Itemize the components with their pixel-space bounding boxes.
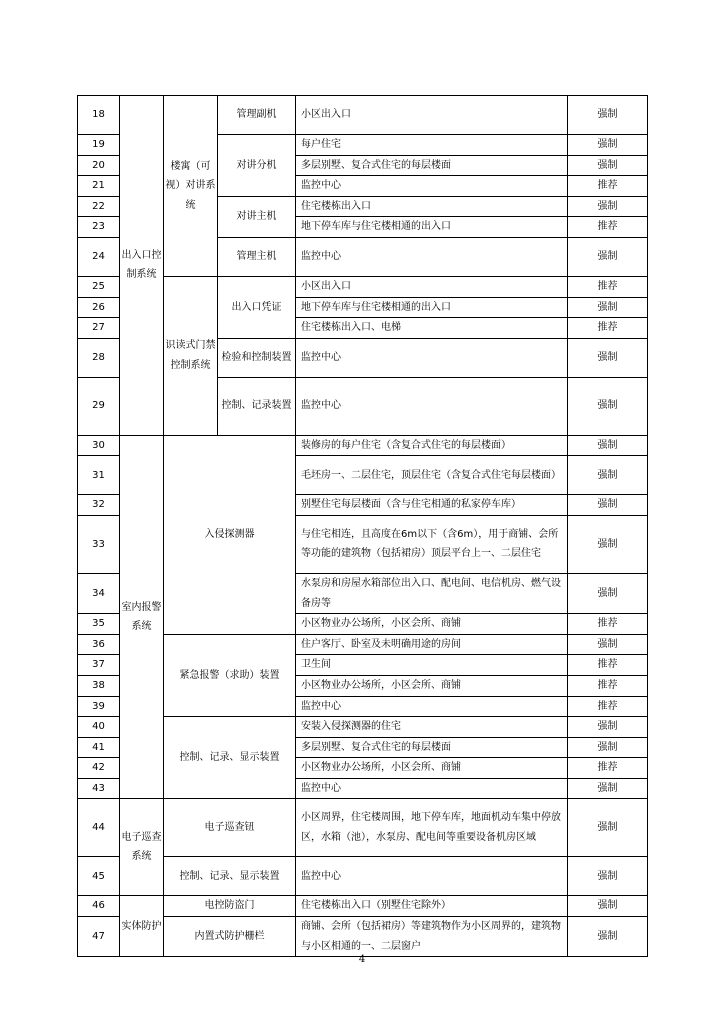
requirement-cell: 推荐 [568,614,648,635]
location-cell: 小区出入口 [296,276,568,297]
row-number: 45 [78,857,120,896]
system-patrol: 电子巡查系统 [120,799,164,896]
requirement-cell: 强制 [568,857,648,896]
subsystem-control-display-alarm: 控制、记录、显示装置 [164,717,296,799]
location-cell: 每户住宅 [296,135,568,156]
requirements-table [77,95,648,957]
requirement-cell: 推荐 [568,217,648,238]
location-cell: 装修房的每户住宅（含复合式住宅的每层楼面） [296,435,568,456]
location-cell: 小区物业办公场所，小区会所、商铺 [296,758,568,779]
location-cell: 别墅住宅每层楼面（含与住宅相通的私家停车库） [296,495,568,516]
requirement-cell: 强制 [568,377,648,435]
table-row [78,276,648,297]
location-cell: 多层别墅、复合式住宅的每层楼面 [296,737,568,758]
row-number: 26 [78,297,120,318]
row-number: 41 [78,737,120,758]
requirement-cell: 强制 [568,338,648,377]
row-number: 18 [78,96,120,135]
requirement-cell: 强制 [568,435,648,456]
subsystem-patrol-button: 电子巡查钮 [164,799,296,857]
device-verify-control: 检验和控制装置 [218,338,296,377]
location-cell: 监控中心 [296,778,568,799]
row-number: 40 [78,717,120,738]
requirement-cell: 强制 [568,495,648,516]
requirement-cell: 强制 [568,155,648,176]
requirement-cell: 强制 [568,737,648,758]
table-row [78,917,648,957]
location-cell: 监控中心 [296,696,568,717]
requirement-cell: 推荐 [568,176,648,197]
location-cell: 监控中心 [296,338,568,377]
device-control-record: 控制、记录装置 [218,377,296,435]
system-access-control: 出入口控制系统 [120,96,164,436]
table-row [78,717,648,738]
row-number: 30 [78,435,120,456]
requirement-cell: 强制 [568,917,648,957]
row-number: 19 [78,135,120,156]
subsystem-patrol-control: 控制、记录、显示装置 [164,857,296,896]
row-number: 22 [78,196,120,217]
location-cell: 住户客厅、卧室及未明确用途的房间 [296,634,568,655]
row-number: 33 [78,515,120,573]
location-cell: 监控中心 [296,857,568,896]
table-row [78,96,648,135]
requirement-cell: 推荐 [568,758,648,779]
device-credential: 出入口凭证 [218,276,296,338]
row-number: 44 [78,799,120,857]
device-main-unit: 对讲主机 [218,196,296,237]
requirement-cell: 强制 [568,237,648,276]
row-number: 25 [78,276,120,297]
requirement-cell: 推荐 [568,655,648,676]
location-cell: 小区周界，住宅楼周围，地下停车库，地面机动车集中停放区，水箱（池），水泵房、配电间等重要设备机房区域 [296,799,568,857]
subsystem-intrusion-detector: 入侵探测器 [164,435,296,634]
requirement-cell: 强制 [568,515,648,573]
subsystem-emergency-alarm: 紧急报警（求助）装置 [164,634,296,716]
row-number: 28 [78,338,120,377]
requirement-cell: 强制 [568,634,648,655]
device-indoor-unit: 对讲分机 [218,135,296,197]
location-cell: 小区物业办公场所，小区会所、商铺 [296,614,568,635]
requirement-cell: 强制 [568,778,648,799]
location-cell: 商铺、会所（包括裙房）等建筑物作为小区周界的，建筑物与小区相通的一、二层窗户 [296,917,568,957]
location-cell: 安装入侵探测器的住宅 [296,717,568,738]
row-number: 24 [78,237,120,276]
row-number: 47 [78,917,120,957]
location-cell: 小区物业办公场所，小区会所、商铺 [296,675,568,696]
location-cell: 与住宅相连，且高度在6m以下（含6m），用于商铺、会所等功能的建筑物（包括裙房）顶层平台上一、二层住宅 [296,515,568,573]
location-cell: 毛坯房一、二层住宅，顶层住宅（含复合式住宅每层楼面） [296,456,568,495]
requirement-cell: 强制 [568,96,648,135]
row-number: 27 [78,318,120,339]
table-row [78,896,648,917]
device-sub-unit: 管理副机 [218,96,296,135]
requirement-cell: 强制 [568,135,648,156]
table-row [78,634,648,655]
page-number: 4 [358,954,366,965]
row-number: 31 [78,456,120,495]
row-number: 34 [78,573,120,613]
requirement-cell: 推荐 [568,675,648,696]
row-number: 43 [78,778,120,799]
row-number: 32 [78,495,120,516]
location-cell: 小区出入口 [296,96,568,135]
device-master-unit: 管理主机 [218,237,296,276]
subsystem-grille: 内置式防护栅栏 [164,917,296,957]
location-cell: 监控中心 [296,237,568,276]
row-number: 42 [78,758,120,779]
location-cell: 监控中心 [296,176,568,197]
requirement-cell: 强制 [568,456,648,495]
system-physical: 实体防护 [120,896,164,957]
row-number: 38 [78,675,120,696]
subsystem-intercom: 楼寓（可视）对讲系统 [164,96,218,277]
row-number: 46 [78,896,120,917]
location-cell: 水泵房和房屋水箱部位出入口、配电间、电信机房、燃气设备房等 [296,573,568,613]
requirement-cell: 推荐 [568,696,648,717]
row-number: 37 [78,655,120,676]
location-cell: 住宅楼栋出入口 [296,196,568,217]
row-number: 23 [78,217,120,238]
location-cell: 卫生间 [296,655,568,676]
subsystem-door: 电控防盗门 [164,896,296,917]
location-cell: 地下停车库与住宅楼相通的出入口 [296,217,568,238]
location-cell: 监控中心 [296,377,568,435]
subsystem-card-reader: 识读式门禁控制系统 [164,276,218,435]
system-intrusion-alarm: 室内报警系统 [120,435,164,799]
requirement-cell: 强制 [568,799,648,857]
row-number: 36 [78,634,120,655]
location-cell: 住宅楼栋出入口、电梯 [296,318,568,339]
requirement-cell: 推荐 [568,276,648,297]
row-number: 29 [78,377,120,435]
requirement-cell: 强制 [568,896,648,917]
table-row [78,435,648,456]
requirement-cell: 推荐 [568,318,648,339]
requirement-cell: 强制 [568,297,648,318]
row-number: 39 [78,696,120,717]
table-row [78,857,648,896]
row-number: 20 [78,155,120,176]
requirement-cell: 强制 [568,717,648,738]
location-cell: 住宅楼栋出入口（别墅住宅除外） [296,896,568,917]
requirement-cell: 强制 [568,573,648,613]
location-cell: 多层别墅、复合式住宅的每层楼面 [296,155,568,176]
requirement-cell: 强制 [568,196,648,217]
location-cell: 地下停车库与住宅楼相通的出入口 [296,297,568,318]
row-number: 21 [78,176,120,197]
table-row [78,799,648,857]
row-number: 35 [78,614,120,635]
